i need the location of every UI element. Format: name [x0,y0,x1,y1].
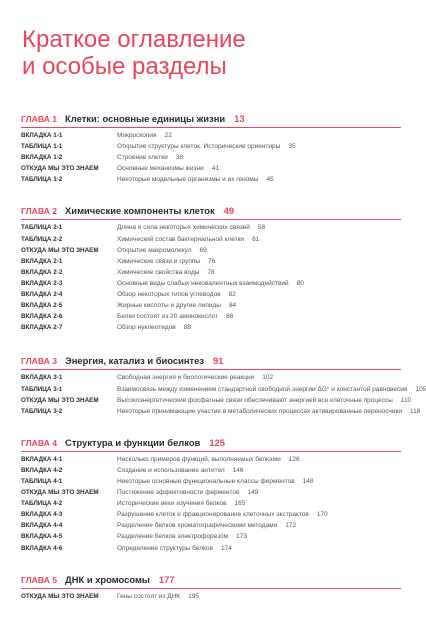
chapter-divider [21,127,401,128]
entry-page-number: 86 [226,313,234,321]
entry-page-number: 149 [247,489,259,497]
entry-label: ВКЛАДКА 3-1 [21,374,63,382]
entry-title: Жирные кислоты и другие липиды [117,302,221,310]
page-title-line-2: и особые разделы [22,53,227,80]
entry-title: Определение структуры белков [117,544,213,552]
toc-entry[interactable] [21,511,406,522]
entry-label: ВКЛАДКА 1-2 [21,154,63,162]
entry-label: ВКЛАДКА 2-1 [21,257,63,265]
toc-entry[interactable] [21,522,406,533]
entry-label: ТАБЛИЦА 3-2 [21,407,63,415]
entry-page-number: 173 [236,533,247,541]
entry-title: Некоторые основные функциональные классы ферментов [117,477,295,485]
toc-entry[interactable] [21,176,406,187]
entry-title: Разделение белков хроматографическими методами [117,522,278,530]
entry-page-number: 102 [262,374,274,382]
entry-label: ВКЛАДКА 2-5 [21,302,63,310]
toc-entry[interactable] [21,385,426,397]
entry-title: Исторические вехи изучения белков [117,500,227,508]
chapter-label: ГЛАВА 5 [21,574,58,585]
entry-label: ВКЛАДКА 4-4 [21,522,63,530]
entry-title: Химический состав бактериальной клетки [117,235,245,243]
chapter-section [21,574,406,604]
entry-label: ТАБЛИЦА 2-2 [21,235,63,243]
chapter-heading[interactable] [21,113,406,126]
entry-label: ВКЛАДКА 4-5 [21,533,63,541]
chapter-section [21,113,406,187]
chapter-heading[interactable] [21,205,406,218]
toc-entry[interactable] [21,143,406,154]
entry-page-number: 76 [208,257,216,265]
entry-title: Гены состоят из ДНК [117,592,181,600]
entry-title: Открытие макромолекул [117,246,192,254]
entry-title: Высокоэнергетические фосфатные связи обеспечивают энергией все клеточные процессы [117,396,393,404]
toc-entry[interactable] [21,407,421,419]
page-title-line-1: Краткое оглавление [22,26,246,53]
toc-entry[interactable] [21,280,406,291]
chapter-page-number: 177 [158,573,175,585]
entry-page-number: 36 [175,154,183,162]
toc-entry[interactable] [21,269,406,280]
toc-entry[interactable] [21,302,406,313]
entry-page-number: 45 [266,176,274,184]
entry-title: Белки состоят из 20 аминокислот [117,313,219,321]
chapter-divider [21,219,401,220]
chapter-page-number: 13 [234,113,245,124]
entry-title: Строение клетки [117,154,168,162]
toc-entry[interactable] [21,456,406,467]
chapter-divider [21,451,401,452]
entry-label: ВКЛАДКА 4-6 [21,544,63,552]
chapter-section [21,437,406,556]
toc-entry[interactable] [21,236,406,247]
entry-label: ТАБЛИЦА 1-1 [21,143,63,151]
toc-entry[interactable] [21,467,406,478]
entry-page-number: 165 [234,500,246,508]
entry-label: ВКЛАДКА 4-2 [21,466,63,474]
entry-title: Основные виды слабых нековалентных взаимодействий [117,279,289,287]
entry-page-number: 148 [302,477,314,485]
entry-page-number: 146 [232,466,244,474]
chapter-page-number: 49 [223,205,235,217]
entry-page-number: 118 [410,407,421,415]
entry-page-number: 22 [164,132,172,139]
entry-page-number: 82 [228,291,236,299]
entry-label: ОТКУДА МЫ ЭТО ЗНАЕМ [21,396,99,404]
entry-label: ВКЛАДКА 2-7 [21,324,63,332]
entry-page-number: 105 [415,385,426,393]
entry-title: Постижение эффективности ферментов [117,489,240,497]
entry-page-number: 58 [257,224,266,232]
entry-title: Разделение белков электрофорезом [117,533,229,541]
entry-label: ВКЛАДКА 2-4 [21,291,63,299]
toc-entry[interactable] [21,533,406,544]
chapter-title: Структура и функции белков [65,436,201,448]
chapter-title: Энергия, катализ и биосинтез [65,355,204,367]
entry-page-number: 172 [285,522,297,530]
chapter-heading[interactable] [21,574,406,587]
entry-title: Обзор нуклеотидов [117,324,176,332]
toc-entry[interactable] [21,324,406,335]
entry-label: ОТКУДА МЫ ЭТО ЗНАЕМ [21,165,99,173]
toc-entry[interactable] [21,247,406,258]
entry-page-number: 126 [288,455,300,463]
entry-page-number: 35 [288,143,296,151]
entry-page-number: 61 [252,235,260,243]
entry-title: Химические свойства воды [117,268,200,276]
entry-label: ОТКУДА МЫ ЭТО ЗНАЕМ [21,246,99,254]
table-of-contents [21,113,426,622]
chapter-title: Клетки: основные единицы жизни [65,113,226,124]
entry-label: ВКЛАДКА 2-2 [21,268,63,276]
toc-entry[interactable] [21,489,406,500]
entry-page-number: 88 [183,324,191,332]
entry-title: Открытие структуры клеток. Исторические ориентиры [117,143,281,151]
toc-entry[interactable] [21,545,406,556]
entry-label: ТАБЛИЦА 1-2 [21,176,63,184]
toc-entry[interactable] [21,132,406,143]
entry-title: Некоторые модельные организмы и их геномы [117,176,259,184]
entry-title: Взаимосвязь между изменением стандартной свободной энергии ΔG° и константой равновесия [117,385,408,393]
toc-entry[interactable] [21,500,406,511]
chapter-section [21,355,426,418]
entry-label: ВКЛАДКА 1-1 [21,132,63,139]
entry-label: ОТКУДА МЫ ЭТО ЗНАЕМ [21,592,99,600]
entry-label: ТАБЛИЦА 4-2 [21,500,63,508]
toc-entry[interactable] [21,154,406,165]
entry-page-number: 78 [207,268,215,276]
entry-page-number: 195 [188,592,199,600]
chapter-page-number: 125 [209,436,225,448]
chapter-page-number: 91 [213,355,224,367]
toc-entry[interactable] [21,478,406,489]
entry-label: ТАБЛИЦА 2-1 [21,224,63,232]
chapter-divider [21,588,401,589]
toc-entry[interactable] [21,593,406,604]
entry-label: ВКЛАДКА 2-3 [21,279,63,287]
entry-page-number: 84 [228,302,237,310]
entry-page-number: 110 [400,396,412,404]
entry-page-number: 69 [199,246,207,254]
toc-entry[interactable] [21,165,406,176]
chapter-heading[interactable] [21,355,406,368]
chapter-heading[interactable] [21,437,406,450]
chapter-label: ГЛАВА 4 [21,437,58,448]
entry-label: ОТКУДА МЫ ЭТО ЗНАЕМ [21,489,99,497]
entry-title: Несколько примеров функций, выполняемых белками [117,455,281,463]
chapter-label: ГЛАВА 3 [21,356,58,367]
entry-title: Разрушение клеток и фракционирование клеточных экстрактов [117,511,309,519]
toc-entry[interactable] [21,313,406,324]
entry-title: Длина и сила некоторых химических связей [117,224,250,232]
chapter-title: ДНК и хромосомы [65,573,150,585]
entry-page-number: 80 [296,279,304,287]
entry-label: ВКЛАДКА 4-1 [21,455,63,463]
entry-title: Свободная энергия и биологические реакции [117,374,255,382]
toc-entry[interactable] [21,374,406,385]
entry-page-number: 170 [316,511,328,519]
toc-entry[interactable] [21,291,406,302]
entry-title: Обзор некоторых типов углеводов [117,291,221,299]
entry-title: Микроскопия [117,132,157,139]
entry-title: Создание и использование антител [117,466,225,474]
chapter-divider [21,369,401,370]
entry-title: Химические связи и группы [117,257,201,265]
entry-page-number: 41 [211,165,219,173]
entry-title: Основные механизмы жизни [117,165,204,173]
entry-label: ВКЛАДКА 4-3 [21,511,63,519]
toc-entry[interactable] [21,258,406,269]
entry-label: ТАБЛИЦА 4-1 [21,477,63,485]
chapter-label: ГЛАВА 1 [21,114,58,124]
chapter-label: ГЛАВА 2 [21,206,58,217]
page-title [22,26,246,80]
entry-label: ТАБЛИЦА 3-1 [21,385,63,393]
entry-page-number: 174 [221,544,232,552]
chapter-title: Химические компоненты клеток [65,205,215,217]
entry-label: ВКЛАДКА 2-6 [21,313,63,321]
chapter-section [21,205,406,335]
toc-entry[interactable] [21,224,406,235]
toc-entry[interactable] [21,396,412,408]
entry-title: Некоторые принимающие участие в метаболических процессах активированные переносчики [117,407,402,415]
